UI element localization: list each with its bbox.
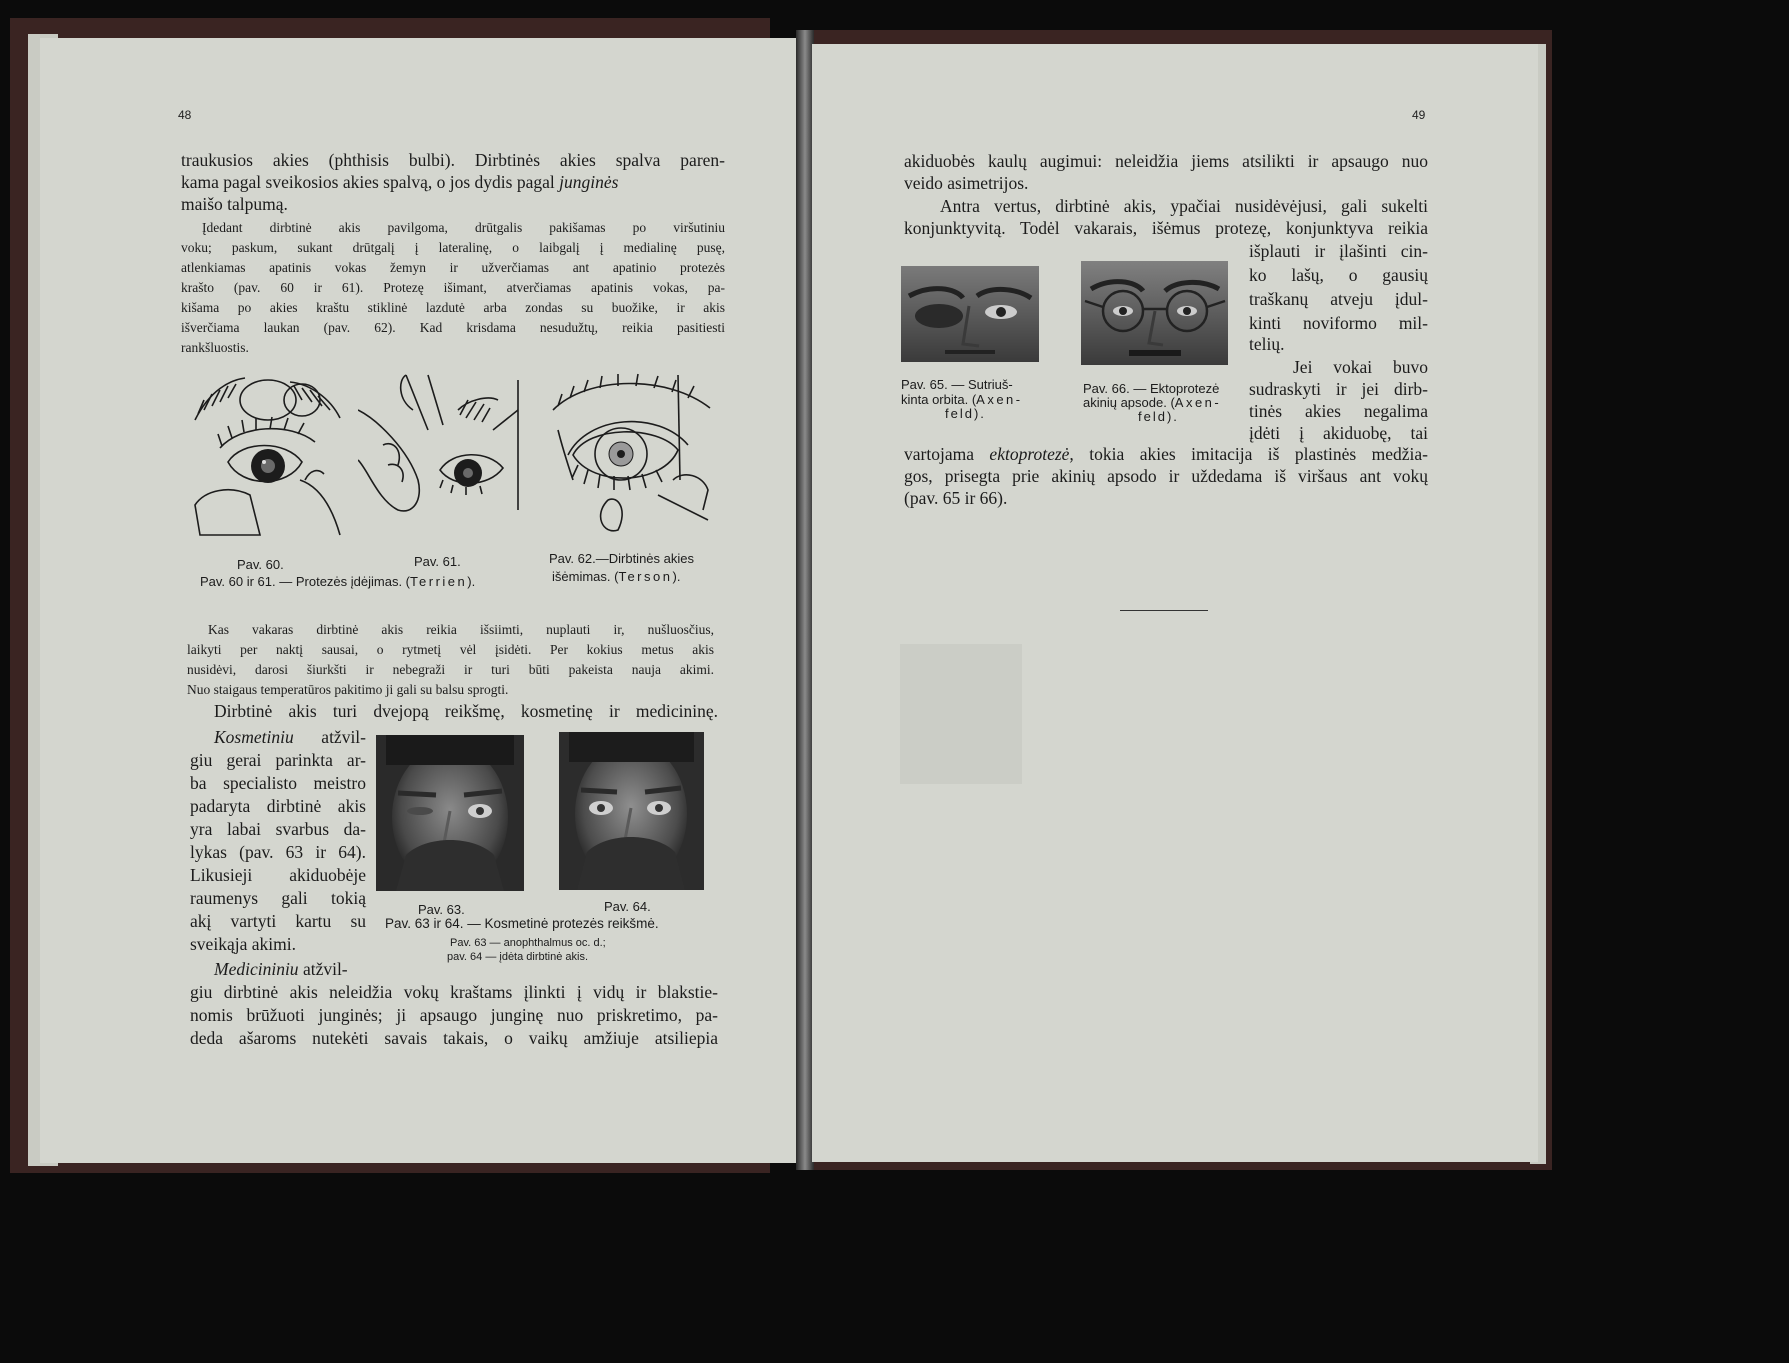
figure-65-caption-line2: kinta orbita. (Axen-	[901, 392, 1023, 407]
page-number-left: 48	[178, 108, 192, 122]
paragraph-4-left: Dirbtinė akis turi dvejopą reikšmę, kosmetinę ir medicininę.	[214, 701, 718, 721]
bleed-through-shadow	[900, 644, 1022, 784]
text-line: Kosmetiniu atžvil-	[214, 727, 366, 747]
figure-65-caption-line3: feld).	[945, 406, 986, 421]
figure-66-caption-line2: akinių apsode. (Axen-	[1083, 395, 1222, 410]
text-line: rankšluostis.	[181, 340, 249, 355]
text-line: giu gerai parinkta ar-	[190, 750, 366, 770]
text-line: vartojama ektoprotezė, tokia akies imitacija iš plastinės medžia-	[904, 444, 1428, 464]
figure-60-drawing	[190, 370, 355, 540]
text-line: įdėti į akiduobę, tai	[1249, 423, 1428, 443]
figure-60-61-caption: Pav. 60 ir 61. — Protezės įdėjimas. (Terrien).	[200, 574, 476, 589]
text-line: (pav. 65 ir 66).	[904, 488, 1008, 508]
text-line: Medicininiu atžvil-	[214, 959, 348, 979]
text-line: yra labai svarbus da-	[190, 819, 366, 839]
text-line: sveikąja akimi.	[190, 934, 296, 954]
text-line: telių.	[1249, 334, 1285, 354]
text-line: ba specialisto meistro	[190, 773, 366, 793]
text-line: išverčiama laukan (pav. 62). Kad krisdama nesudužtų, reikia pasitiesti	[181, 320, 725, 335]
figure-66-photo	[1081, 261, 1228, 365]
text-line: giu dirbtinė akis neleidžia vokų kraštams įlinkti į vidų ir blakstie-	[190, 982, 718, 1002]
figure-61-label: Pav. 61.	[414, 554, 461, 569]
figure-61-drawing	[358, 370, 528, 540]
section-end-rule	[1120, 610, 1208, 611]
figure-64-label: Pav. 64.	[604, 899, 651, 914]
text-line: akį vartyti kartu su	[190, 911, 366, 931]
text-line: Nuo staigaus temperatūros pakitimo ji gali su balsu sprogti.	[187, 682, 509, 697]
right-page	[812, 44, 1538, 1162]
text-line: deda ašaroms nutekėti savais takais, o vaikų amžiuje atsiliepia	[190, 1028, 718, 1048]
text-line: atlenkiamas apatinis vokas žemyn ir užverčiamas ant apatinio protezės	[181, 260, 725, 275]
text-line: voku; paskum, sukant drūtgalį į lateralinę, o laibgalį į medialinę pusę,	[181, 240, 725, 255]
text-line: išplauti ir įlašinti cin-	[1249, 241, 1428, 261]
figure-63-64-caption: Pav. 63 ir 64. — Kosmetinė protezės reikšmė.	[385, 916, 659, 931]
text-line: ko lašų, o gausių	[1249, 265, 1428, 285]
text-line: nusidėvi, darosi šiurkšti ir nebegraži ir turi būti pakeista nauja akimi.	[187, 662, 714, 677]
figure-62-caption-line2: išėmimas. (Terson).	[552, 569, 681, 584]
figure-66-caption-line3: feld).	[1138, 409, 1179, 424]
text-line: traškanų atveju įdul-	[1249, 289, 1428, 309]
text-line: raumenys gali tokią	[190, 888, 366, 908]
text-line: lykas (pav. 63 ir 64).	[190, 842, 366, 862]
figure-64-note: pav. 64 — įdėta dirbtinė akis.	[447, 951, 589, 963]
text-line: Kas vakaras dirbtinė akis reikia išsiimti, nuplauti ir, nušluosčius,	[208, 622, 714, 637]
text-line: maišo talpumą.	[181, 194, 288, 214]
text-line: kišama po akies kraštu stiklinė lazdutė arba zondas su buožike, ir akis	[181, 300, 725, 315]
text-line: gos, prisegta prie akinių apsodo ir uždedama iš viršaus ant vokų	[904, 466, 1428, 486]
text-line: Jei vokai buvo	[1293, 357, 1428, 377]
figure-65-caption-line1: Pav. 65. — Sutriuš-	[901, 377, 1013, 392]
figure-63-label: Pav. 63.	[418, 902, 465, 917]
text-line: Antra vertus, dirbtinė akis, ypačiai nusidėvėjusi, gali sukelti	[940, 196, 1428, 216]
text-line: kinti noviformo mil-	[1249, 313, 1428, 333]
figure-66-caption-line1: Pav. 66. — Ektoprotezė	[1083, 381, 1220, 396]
text-line: nomis brūžuoti junginės; ji apsaugo junginę nuo priskretimo, pa-	[190, 1005, 718, 1025]
figure-63-photo	[376, 735, 524, 891]
figure-62-caption-line1: Pav. 62.—Dirbtinės akies	[549, 551, 694, 566]
text-line: tinės akies negalima	[1249, 401, 1428, 421]
page-number-right: 49	[1412, 108, 1426, 122]
figure-63-note: Pav. 63 — anophthalmus oc. d.;	[450, 937, 606, 949]
text-line: Likusieji akiduobėje	[190, 865, 366, 885]
text-line: laikyti per naktį sausai, o rytmetį vėl įsidėti. Per kokius metus akis	[187, 642, 714, 657]
figure-64-photo	[559, 732, 704, 890]
text-line: sudraskyti ir jei dirb-	[1249, 379, 1428, 399]
text-line: kraštо (pav. 60 ir 61). Protezę išimant, atverčiamas apatinis vokas, pa-	[181, 280, 725, 295]
left-page	[40, 38, 800, 1163]
figure-60-label: Pav. 60.	[237, 557, 284, 572]
text-line: akiduobės kaulų augimui: neleidžia jiems atsilikti ir apsaugo nuo	[904, 151, 1428, 171]
figure-62-drawing	[548, 370, 716, 540]
text-line: konjunktyvitą. Todėl vakarais, išėmus protezę, konjunktyva reikia	[904, 218, 1428, 238]
text-line: kama pagal sveikosios akies spalvą, o jos dydis pagal junginės	[181, 172, 619, 192]
text-line: traukusios akies (phthisis bulbi). Dirbtinės akies spalva paren-	[181, 150, 725, 170]
text-line: veido asimetrijos.	[904, 173, 1029, 193]
text-line: padaryta dirbtinė akis	[190, 796, 366, 816]
text-line: Įdedant dirbtinė akis pavilgoma, drūtgalis pakišamas po viršutiniu	[202, 220, 725, 235]
figure-65-photo	[901, 266, 1039, 362]
